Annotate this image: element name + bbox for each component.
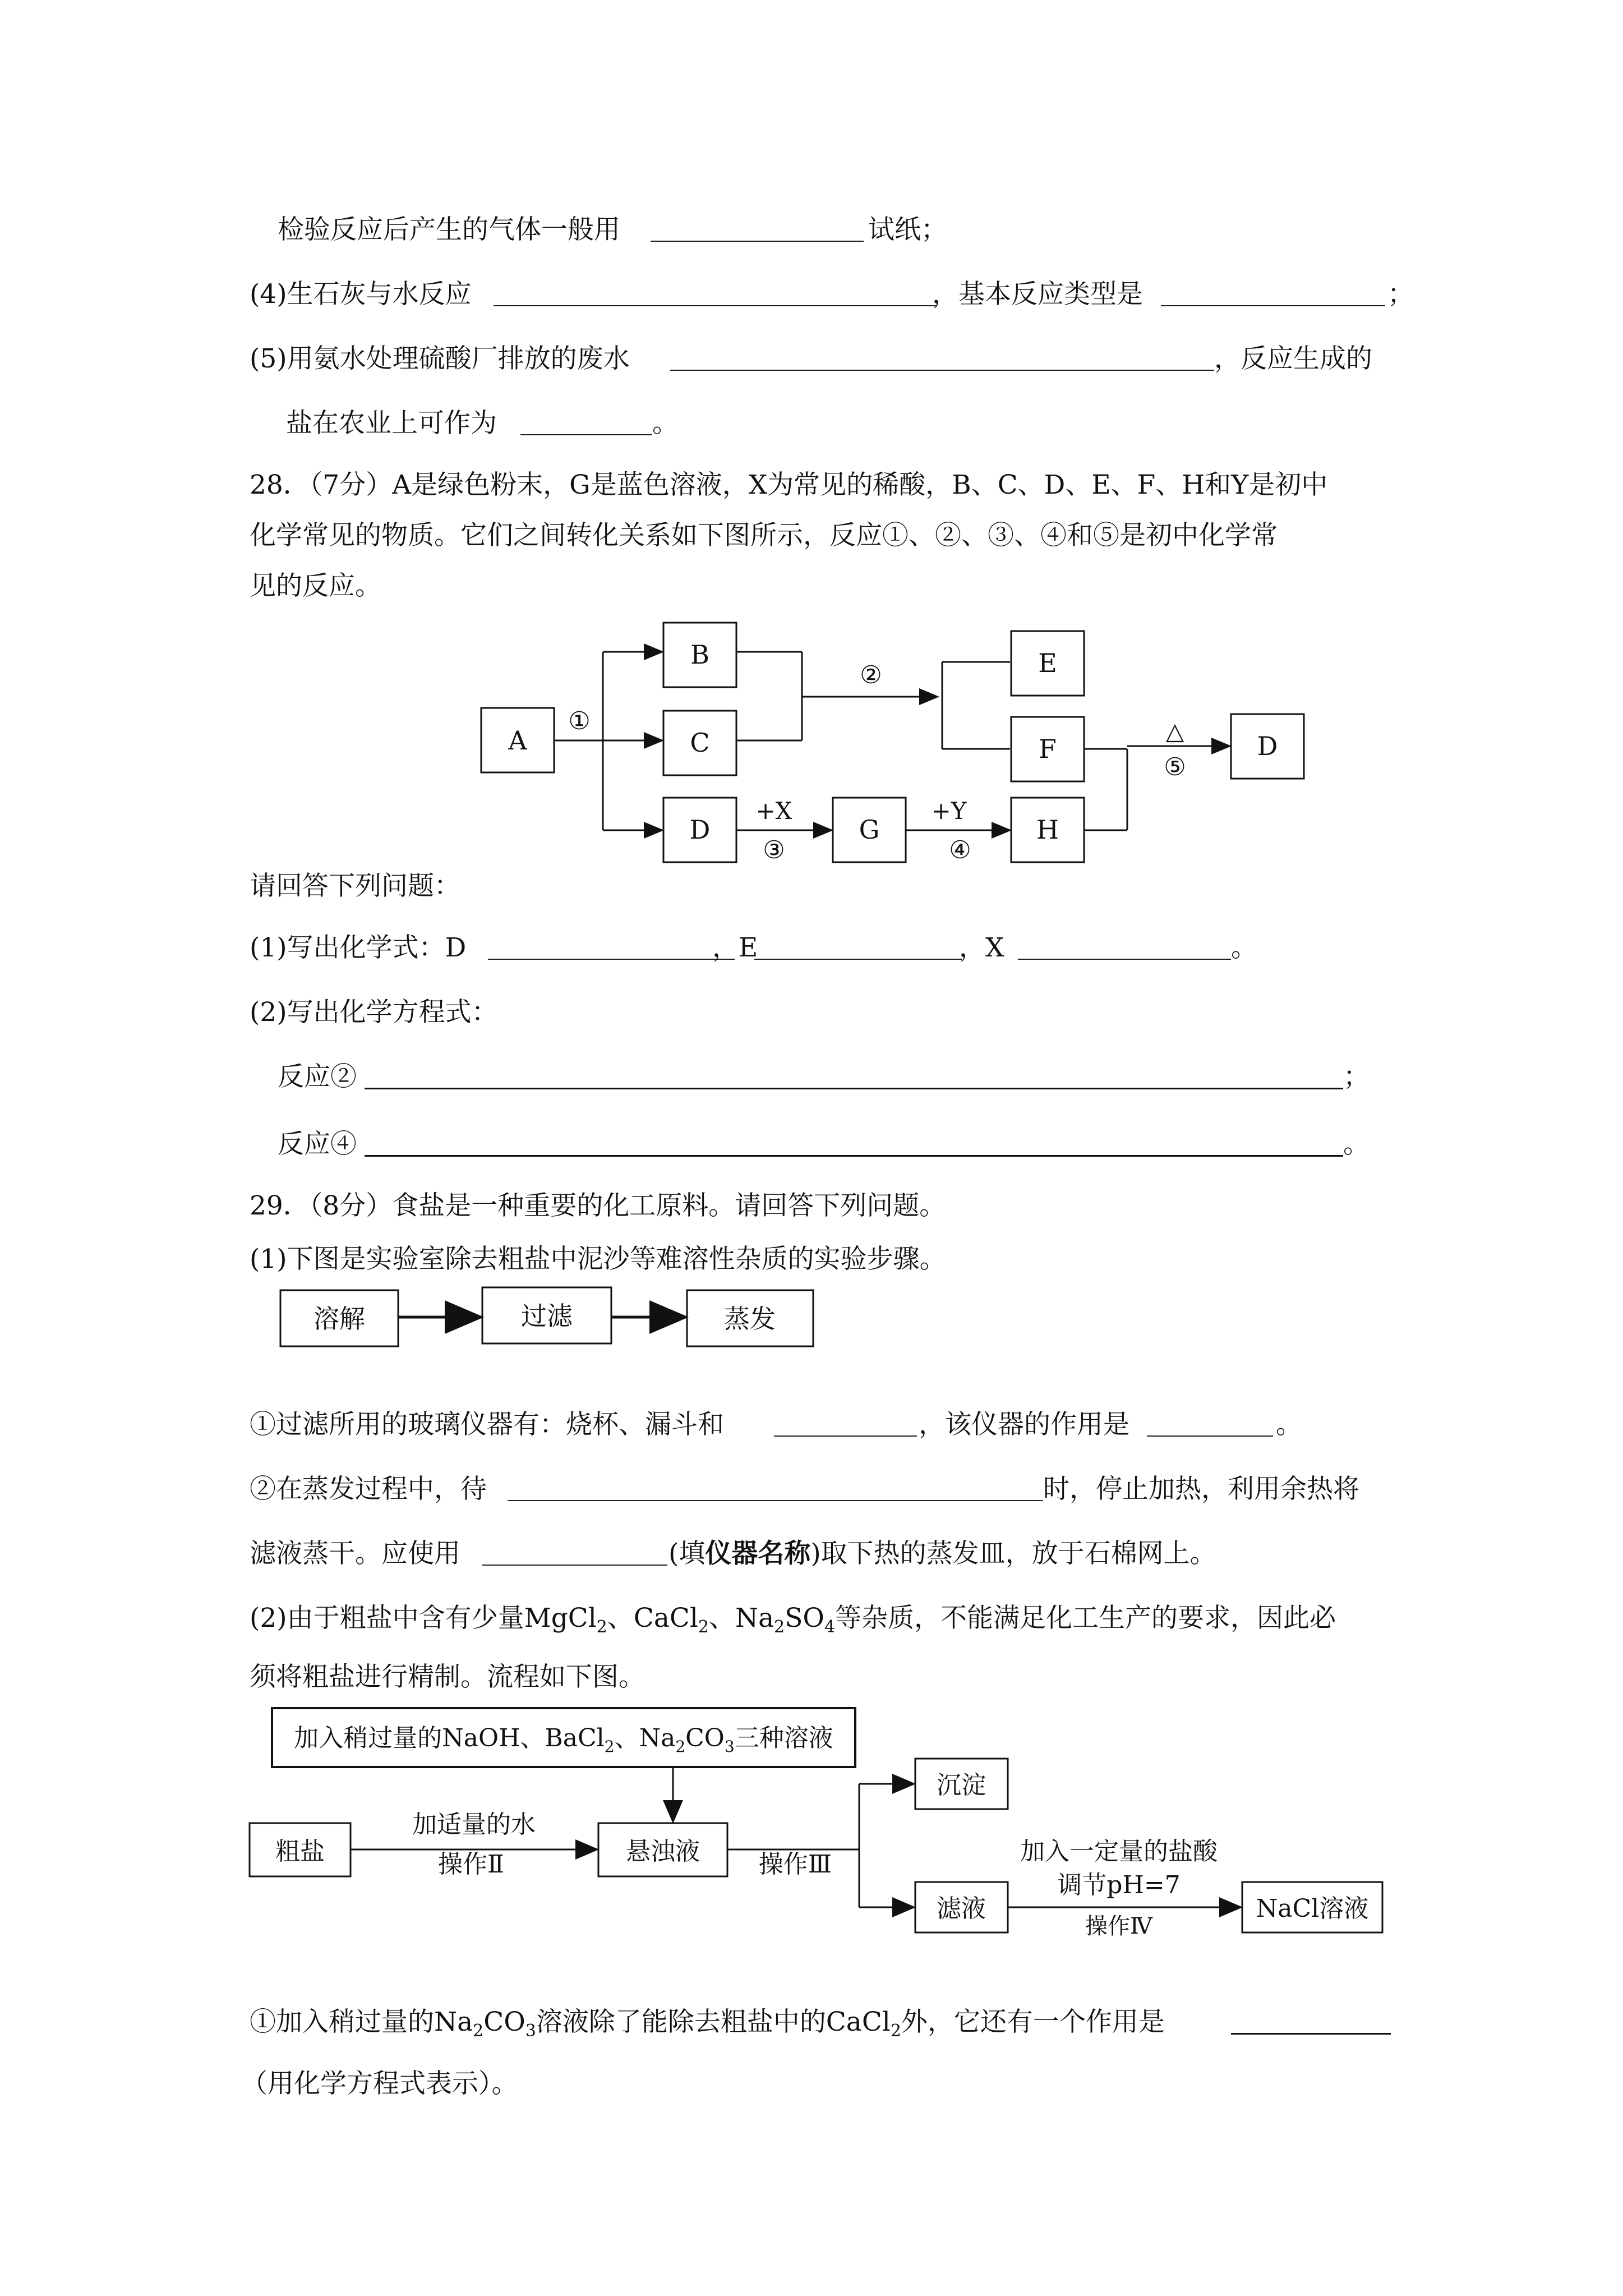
answer-blank[interactable] (774, 1435, 917, 1437)
text: 三种溶液 (734, 1724, 833, 1752)
subscript: 2 (774, 1617, 785, 1637)
text: 。 (1343, 1129, 1370, 1159)
answer-blank[interactable] (1147, 1435, 1273, 1437)
answer-blank[interactable] (488, 959, 735, 960)
text: 盐在农业上可作为 (286, 408, 497, 439)
subscript: 2 (473, 2021, 484, 2041)
q29-part2-line2 (0, 1658, 1623, 1697)
text: (2)写出化学方程式： (250, 997, 498, 1028)
step-evaporate: 蒸发 (724, 1304, 776, 1334)
adjust-ph-label: 调节pH=7 (1057, 1871, 1181, 1899)
add-water-label: 加适量的水 (412, 1810, 536, 1839)
q29-line1 (0, 1186, 1623, 1226)
label-d2: D (1257, 731, 1278, 761)
q28-line1 (0, 466, 1623, 505)
subscript: 2 (596, 1617, 607, 1637)
step-dissolve: 溶解 (313, 1304, 365, 1334)
subscript: 4 (824, 1617, 836, 1637)
q29-last-line2 (0, 2064, 1623, 2104)
q28-reaction2-line (0, 1057, 1623, 1097)
text: ，该仪器的作用是 (919, 1409, 1129, 1440)
answer-blank[interactable] (494, 305, 937, 306)
label-a: A (508, 725, 527, 756)
reaction-2: ② (860, 661, 882, 689)
q29-part1 (0, 1240, 1623, 1279)
answer-blank[interactable] (754, 959, 962, 960)
line-ammonia (0, 339, 1623, 379)
text: 化学常见的物质。它们之间转化关系如下图所示，反应①、②、③、④和⑤是初中化学常 (250, 520, 1278, 551)
q29-part2-line1 (0, 1599, 1623, 1638)
reaction-5: ⑤ (1164, 753, 1186, 781)
filtrate: 滤液 (937, 1894, 986, 1923)
answer-blank[interactable] (365, 1088, 1343, 1089)
text: ，基本反应类型是 (932, 279, 1143, 310)
text: ； (1387, 279, 1414, 310)
q28-equation-heading (0, 993, 1623, 1032)
reaction-4: ④ (949, 836, 971, 864)
text: 、Na (708, 1603, 774, 1634)
operation-2: 操作Ⅱ (438, 1850, 504, 1879)
q29-step2 (0, 1470, 1623, 1509)
operation-4: 操作Ⅳ (1085, 1913, 1152, 1939)
q29-step1 (0, 1405, 1623, 1444)
line-quicklime (0, 275, 1623, 314)
text: ，X (959, 932, 1004, 963)
answer-blank[interactable] (651, 241, 864, 242)
label-c: C (690, 728, 710, 758)
label-h: H (1036, 815, 1059, 845)
subscript: 2 (675, 1737, 686, 1756)
precipitate: 沉淀 (937, 1771, 986, 1800)
text: 须将粗盐进行精制。流程如下图。 (250, 1662, 645, 1692)
text: 反应④ (278, 1129, 357, 1159)
refining-flow-diagram (0, 1703, 1623, 1961)
suspension: 悬浊液 (626, 1837, 700, 1866)
reaction-diagram (0, 617, 1623, 875)
q28-formula-line (0, 928, 1623, 968)
text: 。 (1276, 1409, 1302, 1440)
subscript: 3 (525, 2021, 536, 2041)
answer-blank[interactable] (670, 370, 1214, 371)
answer-blank[interactable] (365, 1155, 1343, 1157)
bold-text: 仪器名称 (705, 1538, 811, 1569)
line-fertilizer (0, 404, 1623, 443)
label-e: E (1038, 648, 1057, 678)
text: 见的反应。 (250, 570, 381, 601)
q28-ask (0, 867, 1623, 906)
text: 时，停止加热，利用余热将 (1043, 1474, 1359, 1504)
text: 外，它还有一个作用是 (901, 2007, 1165, 2037)
text: 滤液蒸干。应使用 (250, 1538, 460, 1569)
impurities-text (250, 1599, 1336, 1647)
text: ①过滤所用的玻璃仪器有：烧杯、漏斗和 (250, 1409, 724, 1440)
answer-blank[interactable] (1231, 2033, 1391, 2035)
reaction-1: ① (568, 707, 591, 735)
text: (2)由于粗盐中含有少量MgCl (250, 1603, 597, 1634)
answer-blank[interactable] (520, 434, 652, 435)
crude-salt: 粗盐 (275, 1837, 325, 1866)
reagent-y: +Y (931, 797, 967, 825)
subscript: 2 (698, 1617, 709, 1637)
text: 溶液除了能除去粗盐中的CaCl (536, 2007, 891, 2037)
add-acid-label: 加入一定量的盐酸 (1020, 1837, 1218, 1866)
text: ，反应生成的 (1214, 343, 1372, 374)
text: (5)用氨水处理硫酸厂排放的废水 (250, 343, 630, 374)
text: ②在蒸发过程中，待 (250, 1474, 487, 1504)
answer-blank[interactable] (1161, 305, 1385, 306)
text: 29．（8分）食盐是一种重要的化工原料。请回答下列问题。 (250, 1190, 946, 1221)
text: )取下热的蒸发皿，放于石棉网上。 (810, 1538, 1216, 1569)
q28-line2 (0, 516, 1623, 555)
text: CO (685, 1724, 725, 1752)
text: 试纸； (868, 214, 947, 245)
text: 、CaCl (607, 1603, 698, 1634)
label-d: D (689, 815, 711, 845)
text: 等杂质，不能满足化工生产的要求，因此必 (835, 1603, 1336, 1634)
answer-blank[interactable] (1018, 959, 1231, 960)
text: ； (1343, 1061, 1370, 1092)
label-g: G (859, 815, 880, 845)
text: 。 (652, 408, 679, 439)
line-gas-test (0, 210, 1623, 250)
label-f: F (1039, 734, 1057, 764)
instrument-hint (668, 1534, 1216, 1573)
text: ，E (712, 932, 758, 963)
purification-steps-diagram (0, 1285, 1623, 1363)
operation-3: 操作Ⅲ (758, 1850, 832, 1879)
text: (填 (668, 1538, 706, 1569)
text: （用化学方程式表示）。 (241, 2068, 518, 2099)
reaction-3: ③ (763, 836, 785, 864)
q29-step2-cont (0, 1534, 1623, 1573)
subscript: 3 (724, 1737, 735, 1756)
q28-line3 (0, 567, 1623, 606)
text: SO (785, 1603, 824, 1634)
text: ①加入稍过量的Na (250, 2007, 473, 2037)
text: (1)下图是实验室除去粗盐中泥沙等难溶性杂质的实验步骤。 (250, 1244, 946, 1274)
text: 检验反应后产生的气体一般用 (278, 214, 620, 245)
subscript: 2 (604, 1737, 615, 1756)
reagent-x: +X (755, 797, 792, 825)
na2co3-text (250, 2003, 1165, 2051)
subscript: 2 (890, 2021, 901, 2041)
q29-last-line1 (0, 2003, 1623, 2042)
step-filter: 过滤 (521, 1301, 573, 1331)
text: 28．（7分）A是绿色粉末，G是蓝色溶液，X为常见的稀酸，B、C、D、E、F、H和Y是初中 (250, 470, 1328, 500)
text: 加入稍过量的NaOH、BaCl (294, 1724, 605, 1752)
answer-blank[interactable] (508, 1500, 1043, 1501)
reagents-label (294, 1724, 833, 1756)
text: (4)生石灰与水反应 (250, 279, 472, 310)
text: (1)写出化学式：D (250, 932, 467, 963)
text: 、Na (614, 1724, 676, 1752)
answer-blank[interactable] (482, 1565, 667, 1566)
nacl-solution: NaCl溶液 (1256, 1894, 1369, 1923)
text: CO (483, 2007, 525, 2037)
q28-reaction4-line (0, 1125, 1623, 1164)
text: 反应② (278, 1061, 357, 1092)
text: 。 (1231, 932, 1257, 963)
heat-symbol: △ (1165, 717, 1184, 745)
label-b: B (690, 639, 709, 670)
text: 请回答下列问题： (250, 871, 460, 901)
